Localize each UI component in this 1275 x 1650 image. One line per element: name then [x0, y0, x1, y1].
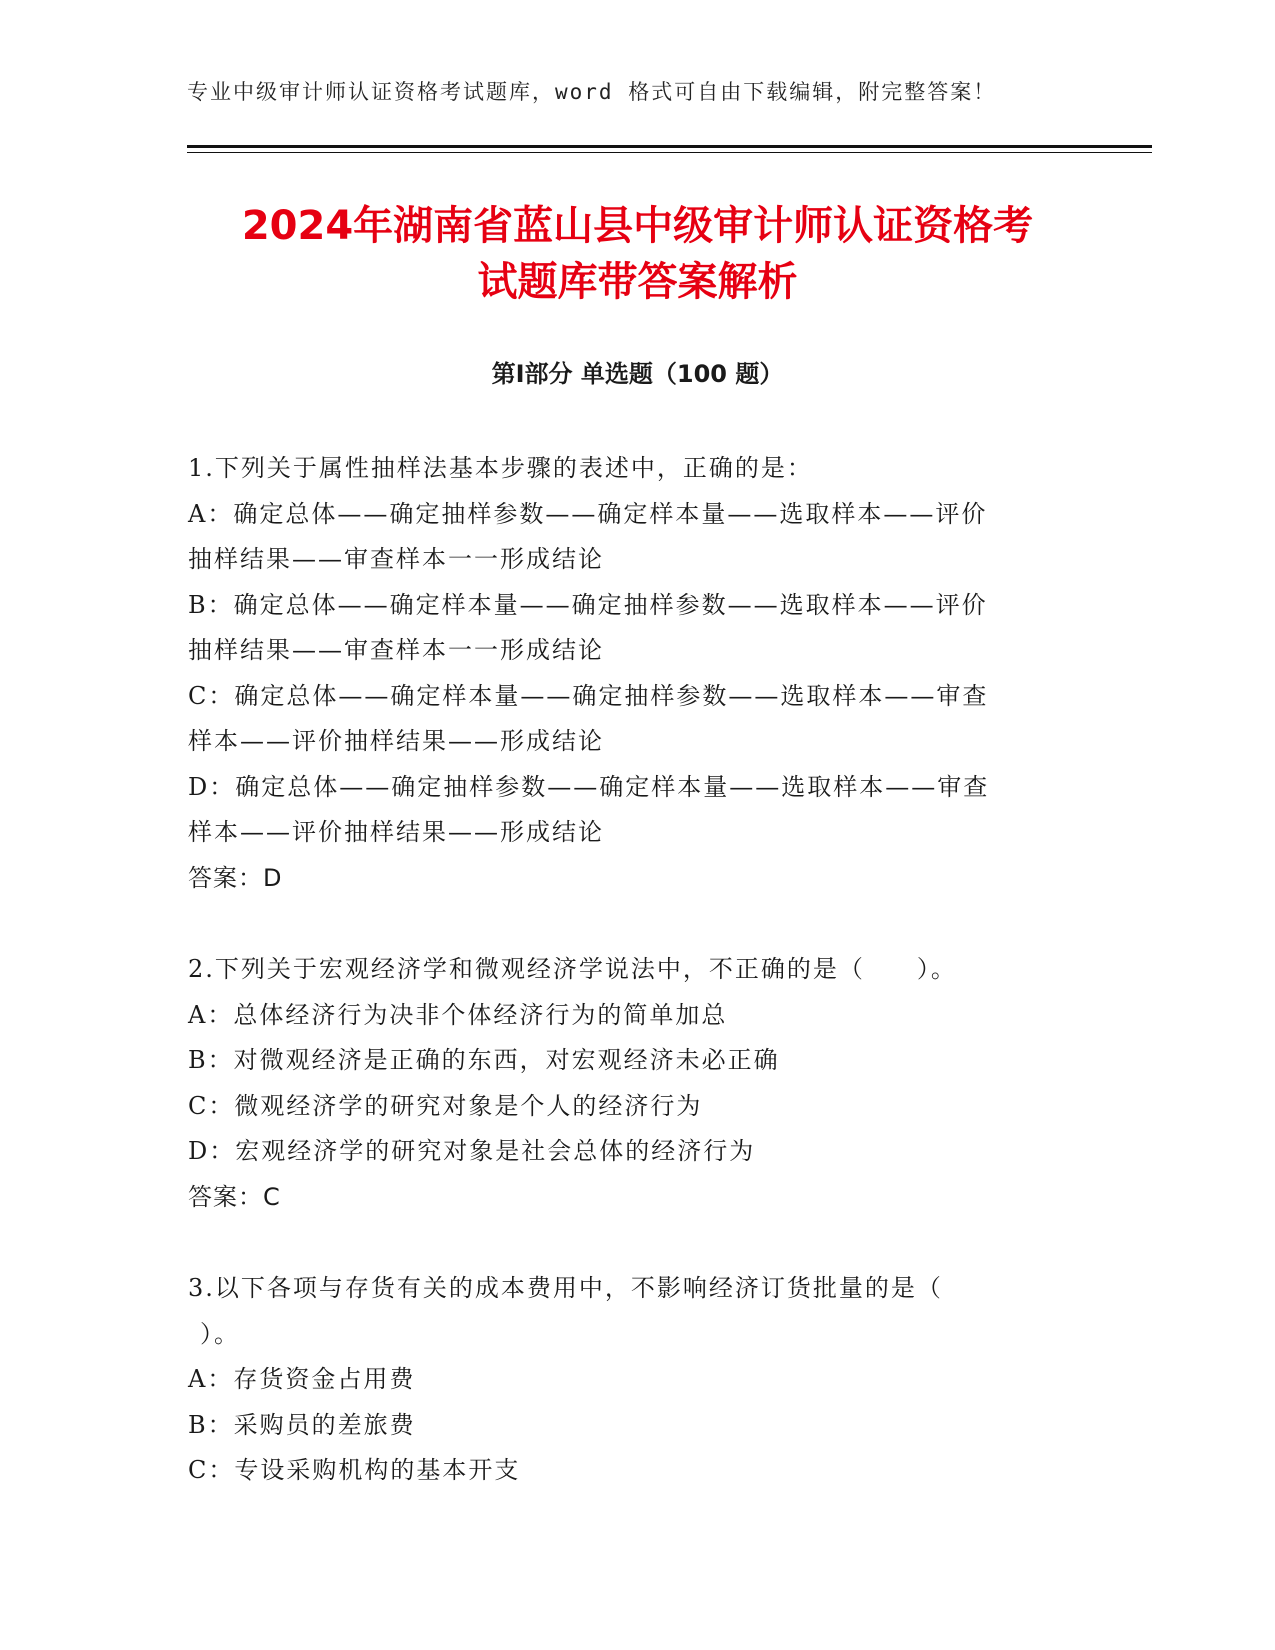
option-b: B：采购员的差旅费: [188, 1410, 416, 1439]
document-title: [150, 198, 1125, 310]
option-c: [188, 674, 1088, 765]
option-d: [188, 765, 1088, 856]
question-1: [188, 446, 1088, 901]
question-stem-continued: ）。: [200, 1319, 240, 1348]
option-line: 样本——评价抽样结果——形成结论: [188, 818, 604, 846]
question-stem: 1.下列关于属性抽样法基本步骤的表述中，正确的是：: [188, 454, 813, 482]
option-line: 样本——评价抽样结果——形成结论: [188, 727, 604, 755]
title-line-1: 2024年湖南省蓝山县中级审计师认证资格考: [241, 203, 1034, 249]
option-d: D：宏观经济学的研究对象是社会总体的经济行为: [188, 1137, 756, 1165]
option-a: [188, 492, 1088, 583]
answer: 答案：D: [188, 863, 283, 892]
spacer: [188, 901, 1088, 947]
option-line: 抽样结果——审查样本一一形成结论: [188, 636, 604, 664]
title-line-2: 试题库带答案解析: [477, 259, 798, 305]
section-heading: 第Ⅰ部分 单选题（100 题）: [491, 360, 784, 388]
option-a: A：总体经济行为决非个体经济行为的简单加总: [188, 1000, 728, 1029]
question-stem: 3.以下各项与存货有关的成本费用中，不影响经济订货批量的是（: [188, 1274, 943, 1302]
option-c: C：微观经济学的研究对象是个人的经济行为: [188, 1091, 703, 1120]
option-line: 抽样结果——审查样本一一形成结论: [188, 545, 604, 573]
option-line: D：确定总体——确定抽样参数——确定样本量——选取样本——审查: [188, 772, 990, 801]
option-b: B：对微观经济是正确的东西，对宏观经济未必正确: [188, 1046, 780, 1074]
option-line: B：确定总体——确定样本量——确定抽样参数——选取样本——评价: [188, 590, 988, 619]
option-c: C：专设采购机构的基本开支: [188, 1456, 521, 1484]
question-3: [188, 1266, 1088, 1494]
option-line: A：确定总体——确定抽样参数——确定样本量——选取样本——评价: [188, 499, 988, 528]
header-rule-thick: [187, 145, 1152, 148]
question-stem: 2.下列关于宏观经济学和微观经济学说法中，不正确的是（ ）。: [188, 955, 957, 983]
option-b: [188, 583, 1088, 674]
header-note: 专业中级审计师认证资格考试题库，word 格式可自由下载编辑，附完整答案！: [187, 80, 997, 104]
option-a: A：存货资金占用费: [188, 1365, 416, 1393]
option-line: C：确定总体——确定样本量——确定抽样参数——选取样本——审查: [188, 681, 989, 710]
answer: 答案：C: [188, 1182, 281, 1211]
header-rule-thin: [187, 152, 1152, 153]
question-2: [188, 947, 1088, 1220]
spacer: [188, 1220, 1088, 1266]
question-list: [188, 446, 1088, 1494]
